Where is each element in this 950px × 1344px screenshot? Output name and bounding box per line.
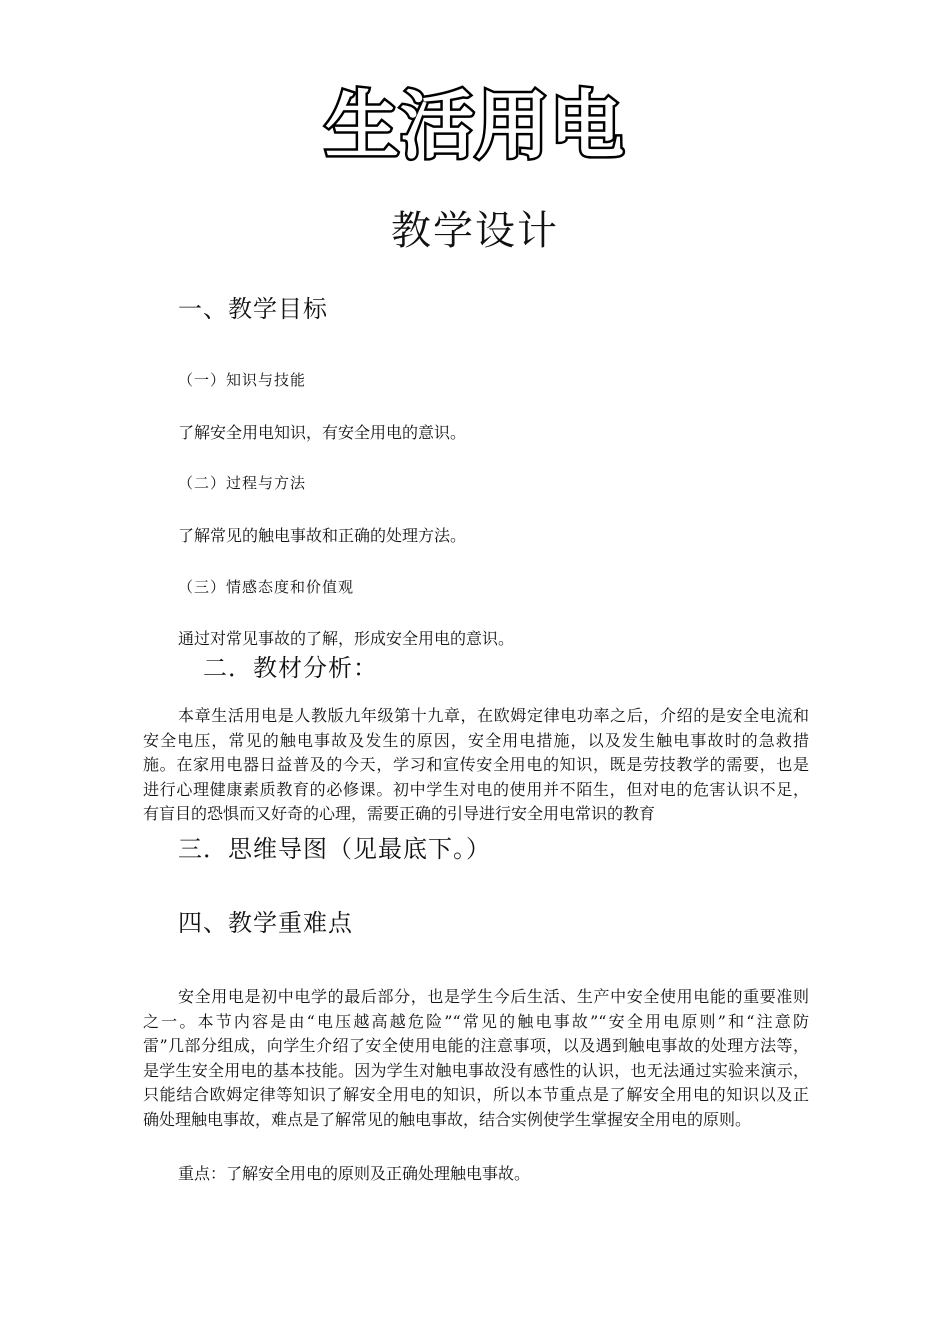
goal1-text: 了解安全用电知识，有安全用电的意识。	[178, 423, 467, 442]
goal3-text: 通过对常见事故的了解，形成安全用电的意识。	[178, 629, 515, 648]
section2-line: 本章生活用电是人教版九年级第十九章，在欧姆定律电功率之后，介绍的是安全电流和	[178, 706, 809, 725]
goal3-label: （三）情感态度和价值观	[178, 578, 355, 596]
goal2-label: （二）过程与方法	[178, 474, 307, 492]
section1-heading: 一、教学目标	[178, 295, 328, 323]
section4-line: 确处理触电事故，难点是了解常见的触电事故，结合实例使学生掌握安全用电的原则。	[143, 1109, 752, 1129]
section4-line: 雷”几部分组成，向学生介绍了安全使用电能的注意事项，以及遇到触电事故的处理方法等，	[143, 1036, 809, 1055]
section2-heading: 二．教材分析：	[203, 654, 378, 682]
document-subtitle: 教学设计	[391, 208, 559, 254]
section4-line: 安全用电是初中电学的最后部分，也是学生今后生活、生产中安全使用电能的重要准则	[178, 987, 809, 1006]
section2-line: 安全电压，常见的触电事故及发生的原因，安全用电措施，以及发生触电事故时的急救措	[143, 730, 809, 750]
section4-line: 是学生安全用电的基本技能。因为学生对触电事故没有感性的认识，也无法通过实验来演示，	[143, 1060, 809, 1080]
section2-paragraph	[143, 704, 809, 827]
section2-line: 进行心理健康素质教育的必修课。初中学生对电的使用并不陌生，但对电的危害认识不足，	[143, 779, 809, 799]
document-title: 生活用电	[325, 83, 625, 169]
section2-line: 施。在家用电器日益普及的今天，学习和宣传安全用电的知识，既是劳技教学的需要，也是	[143, 755, 809, 774]
section4-paragraph	[143, 985, 809, 1132]
section4-line: 只能结合欧姆定律等知识了解安全用电的知识，所以本节重点是了解安全用电的知识以及正	[143, 1085, 809, 1104]
section3-heading: 三．思维导图（见最底下。）	[178, 835, 491, 863]
key-point-text: 重点：了解安全用电的原则及正确处理触电事故。	[178, 1164, 531, 1183]
goal1-label: （一）知识与技能	[178, 371, 307, 389]
section4-line: 之一。本节内容是由“电压越高越危险”“常见的触电事故”“安全用电原则”和“注意防	[143, 1011, 809, 1031]
section4-heading: 四、教学重难点	[178, 909, 353, 937]
section2-line: 有盲目的恐惧而又好奇的心理，需要正确的引导进行安全用电常识的教育	[143, 804, 656, 823]
goal2-text: 了解常见的触电事故和正确的处理方法。	[178, 526, 467, 545]
